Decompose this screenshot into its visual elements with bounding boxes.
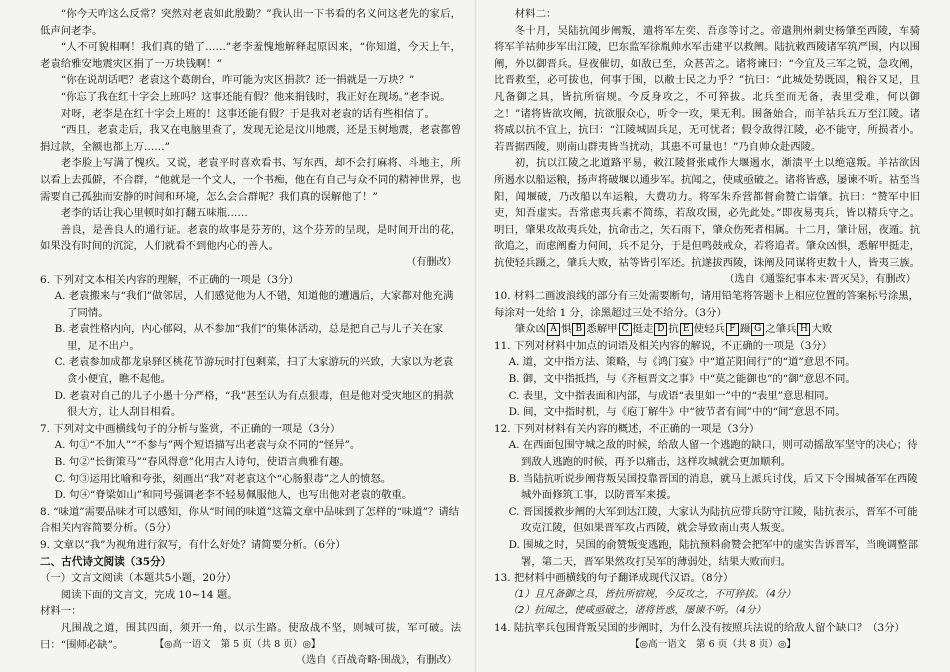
page-footer: 【◎高一语文 第 6 页（共 8 页）◎】 xyxy=(630,639,796,650)
material-1-title: 材料一： xyxy=(40,605,82,618)
sentence-fragment: 使轻兵 xyxy=(693,323,725,336)
question-11-option-b: B. 御，文中指抵挡，与《齐桓晋文之事》中“莫之能御也”的“御”意思不同。 xyxy=(508,373,856,386)
break-mark-box[interactable]: E xyxy=(680,323,693,336)
material-2-paragraph: 初，抗以江陵之北道路平易，敕江陵督张咸作大堰遏水，渐渍平土以绝寇叛。羊祜欲因所遏水以船运粮，扬声将破堰以通步军。抗闻之，使咸亟破之。诸将皆惑，屡谏不听。祜至当阳，闻堰破，乃改船以车运粮，大费功力。将军朱乔营都督俞赞亡诣肇。抗曰：“赞军中旧吏，知吾虚实。吾常虑夷兵素不简练，若敌攻围，必先此处。”即夜易夷兵，皆以精兵守之。明日，肇果攻故夷兵处，抗命击之，矢石雨下，肇众伤死者相属。十二月，肇计屈，夜遁。抗欲追之，而虑阐畜力伺间，兵不足分，于是但鸣鼓戒众，若将追者。肇众凶惧，悉解甲挺走，抗使轻兵蹑之，肇兵大败，祜等皆引军还。抗遂拔西陵，诛阐及同谋将吏数十人，皆夷三族。 xyxy=(494,157,921,269)
sentence-fragment: 肇众凶 xyxy=(514,323,546,336)
sentence-fragment: 抗 xyxy=(668,323,679,336)
question-10-stem: 10. 材料二画波浪线的部分有三处需要断句，请用铅笔将答题卡上相应位置的答案标号涂黑，每涂对一处给 1 分，涂黑超过三处不给分。（3分） xyxy=(494,290,920,319)
story-paragraph: 对呀，老李是在红十字会上班的！这事还能有假？于是我对老袁的话有些相信了。 xyxy=(60,107,435,120)
question-12-option-a: A. 在西面包围守城之敌的时候，给敌人留一个逃跑的缺口，则可动摇敌军坚守的决心；待到敌人逃跑的时候，再予以痛击，这样攻城就会更加顺利。 xyxy=(508,439,918,469)
question-14: 14. 陆抗率兵包围背叛吴国的步阐时，为什么没有按照兵法说的给敌人留个缺口？（3分） xyxy=(494,621,905,634)
sentence-fragment: 肇兵 xyxy=(775,323,797,336)
sentence-fragment: 大败 xyxy=(811,323,833,336)
story-paragraph: “西且，老袁走后，我又在电脑里查了，发现无论是汶川地震，还是玉树地震，老袁都曾捐过款，全额也都上万……” xyxy=(40,124,461,153)
question-8: 8. “味道”需要品味才可以感知，你从“时间的味道”这篇文章中品味到了怎样的“味道”？请结合相关内容简要分析。（5分） xyxy=(40,505,460,535)
material-2-title: 材料二： xyxy=(514,8,557,20)
subsection-heading: （一）文言文阅读（本题共5小题，20分） xyxy=(40,572,237,585)
question-12-option-d: D. 围城之时，吴国的俞赞叛变逃跑，陆抗预料俞赞会把军中的虚实告诉晋军，当晚调整部署，第二天，晋军果然攻打吴军的薄弱处，结果大败而归。 xyxy=(508,539,918,568)
sentence-fragment: 之 xyxy=(765,323,776,336)
question-9: 9. 文章以“我”为视角进行叙写，有什么好处？请简要分析。（6分） xyxy=(40,539,346,551)
story-paragraph: 善良，是善良人的通行证。老袁的故事是芬芳的，这个芬芳的呈现，是时间开出的花，如果没有时间的沉淀，人们就看不到他内心的善人。 xyxy=(40,223,461,253)
question-10-sentence xyxy=(494,321,920,338)
story-paragraph: 老李的话让我心里顿时如打翻五味瓶…… xyxy=(60,207,248,220)
break-mark-box[interactable]: G xyxy=(751,323,764,336)
break-mark-box[interactable]: C xyxy=(619,323,632,336)
question-7-stem: 7. 下列对文中画横线句子的分析与鉴赏，不正确的一项是（3分） xyxy=(40,422,341,435)
question-6-option-a: A. 老袁搬来与“我们”做邻居，人们感觉他为人不错，知道他的遭遇后，大家都对他充满了同情。 xyxy=(54,290,454,319)
story-paragraph: “你在说胡话吧？老袁这个葛朗台，咋可能为灾区捐款？还一捐就是一万块？” xyxy=(60,74,415,87)
sentence-fragment: 惧 xyxy=(560,323,572,336)
question-7-option-c: C. 句③运用比喻和夸张，刻画出“我”对老袁这个“心肠狠毒”之人的愤怒。 xyxy=(54,472,392,485)
question-13-stem: 13. 把材料中画横线的句子翻译成现代汉语。（8分） xyxy=(494,572,734,585)
question-11-option-a: A. 道，文中指方法、策略，与《鸿门宴》中“道芷阳间行”的“道”意思不同。 xyxy=(508,356,856,369)
question-12-option-b: B. 当陆抗听说步阐背叛吴国投靠晋国的消息，就马上派兵讨伐，后又下令围城备军在西陵城外面修筑工事，以防晋军来援。 xyxy=(508,472,918,502)
question-13-item-2: （2）抗闻之，使咸亟破之，诸将皆惑，屡谏不听。（4分） xyxy=(508,605,766,617)
question-13-item-1: （1）且凡备御之具，皆抗所宿规，今反攻之，不可猝拔。（4分） xyxy=(508,588,796,600)
question-11-option-d: D. 间，文中指时机，与《庖丁解牛》中“彼节者有间”中的“间”意思不同。 xyxy=(508,406,846,419)
question-11-option-c: C. 表里，文中指表面和内部，与成语“表里如一”中的“表里”意思相同。 xyxy=(508,389,835,402)
question-7-option-a: A. 句①“不加人”“不参与”两个短语描写出老袁与众不同的“怪异”。 xyxy=(54,439,361,452)
sentence-fragment: 蹑 xyxy=(739,323,751,336)
break-mark-box[interactable]: F xyxy=(726,323,739,336)
section-heading: 二、古代诗文阅读（35分） xyxy=(40,555,172,568)
page-footer: 【◎高一语文 第 5 页（共 8 页）◎】 xyxy=(154,639,321,650)
break-mark-box[interactable]: B xyxy=(572,323,585,336)
question-6-option-d: D. 老袁对自己的儿子小愚十分严格，“我”甚至认为有点狠毒，但是他对受灾地区的捐款很大方，让人刮目相看。 xyxy=(54,389,454,419)
question-6-option-b: B. 老袁性格内向，内心郁闷，从不参加“我们”的集体活动，总是把自己与儿子关在家里，足不出户。 xyxy=(54,323,444,352)
question-12-option-c: C. 晋国援救步阐的大军到达江陵，大家认为陆抗应带兵防守江陵，陆抗表示，晋军不可能攻克江陵，但如果晋军攻占西陵，就会导致南山夷人叛变。 xyxy=(508,505,918,535)
material-2-source: （选自《通鉴纪事本末·晋灭吴》，有删改） xyxy=(724,273,916,285)
story-paragraph: “人不可貌相啊！我们真的错了……”老李羞愧地解释起原因来，“你知道，今天上午，老袁给雅安地震灾区捐了一万块钱啊！” xyxy=(40,41,461,70)
sentence-fragment: 挺走 xyxy=(632,323,654,336)
question-6-option-c: C. 老袁参加成都龙泉驿区桃花节游玩时打包剩菜，扫了大家游玩的兴致，大家以为老袁贪小便宜，瞧不起他。 xyxy=(54,356,454,386)
story-note: （有删改） xyxy=(406,256,457,268)
question-6-stem: 6. 下列对文本相关内容的理解，不正确的一项是（3分） xyxy=(40,273,299,286)
question-12-stem: 12. 下列对材料有关内容的概述，不正确的一项是（3分） xyxy=(494,422,760,435)
question-7-option-d: D. 句④“脊梁如山”和同号强调老李不轻易佩服他人，也写出他对老袁的敬重。 xyxy=(54,489,413,502)
question-7-option-b: B. 句②“长街策马”“春风得意”化用古人诗句，使语言典雅有趣。 xyxy=(54,456,350,469)
sentence-fragment: 悉解甲 xyxy=(586,323,618,336)
question-11-stem: 11. 下列对材料中加点的词语及相关内容的解说，不正确的一项是（3分） xyxy=(494,339,833,352)
break-mark-box[interactable]: A xyxy=(547,323,560,336)
right-page xyxy=(475,0,950,672)
reading-instruction: 阅读下面的文言文，完成 10~14 题。 xyxy=(60,588,238,601)
material-1-text: 凡围战之道，围其四面，须开一角，以示生路。使敌战不坚，则城可拔，军可破。法曰：“围师必缺”。 xyxy=(40,621,461,651)
material-2-paragraph: 冬十月，吴陆抗闻步阐叛，遣将军左奕、吾彦等讨之。帝遣荆州刺史杨肇至西陵，车骑将军羊祜帅步军出江陵，巴东监军徐胤帅水军击建平以救阐。陆抗敕西陵诸军筑严围，内以围阐，外以御晋兵。昼夜催切，如敌已至，众甚苦之。诸将谏曰：“今宜及三军之锐，急攻阐，比晋救至，必可拔也，何事于围，以敝士民之力乎？”抗曰：“此城处势既固，粮谷又足，且凡备御之具，皆抗所宿规。今反身攻之，不可猝拔。北兵至而无备，表里受难，何以御之！”诸将皆欲攻阐，抗欲服众心，听令一攻，果无利。围备始合，而羊祜兵五万至江陵。诸将咸以抗不宜上，抗曰：“江陵城固兵足，无可忧者；假令敌得江陵，必不能守，所损者小。若晋据西陵，则南山群夷皆当扰动，其患不可量也！”乃自帅众赴西陵。 xyxy=(494,24,921,153)
story-paragraph: “你今天咋这么反常？突然对老袁如此殷勤？”我认出一下书看的名义问这老先的家后，低声问老李。 xyxy=(40,8,461,37)
story-paragraph: 老李脸上写满了愧疚。又说，老袁平时喜欢看书、写东西，却不会打麻将、斗地主，所以看上去孤僻，不合群，“他就是一个文人，一个书痴，他在有自己与众不同的精神世界，也需要自己孤独而安静的时间和环境，怎么会合群呢？我们真的误解他了！” xyxy=(40,157,461,203)
break-mark-box[interactable]: H xyxy=(797,323,810,336)
story-paragraph: “你忘了我在红十字会上班吗？这事还能有假？他来捐钱时，我正好在现场。”老李说。 xyxy=(60,90,451,103)
break-mark-box[interactable]: D xyxy=(654,323,667,336)
material-1-source: （选自《百战奇略·围战》，有删改） xyxy=(295,655,457,667)
